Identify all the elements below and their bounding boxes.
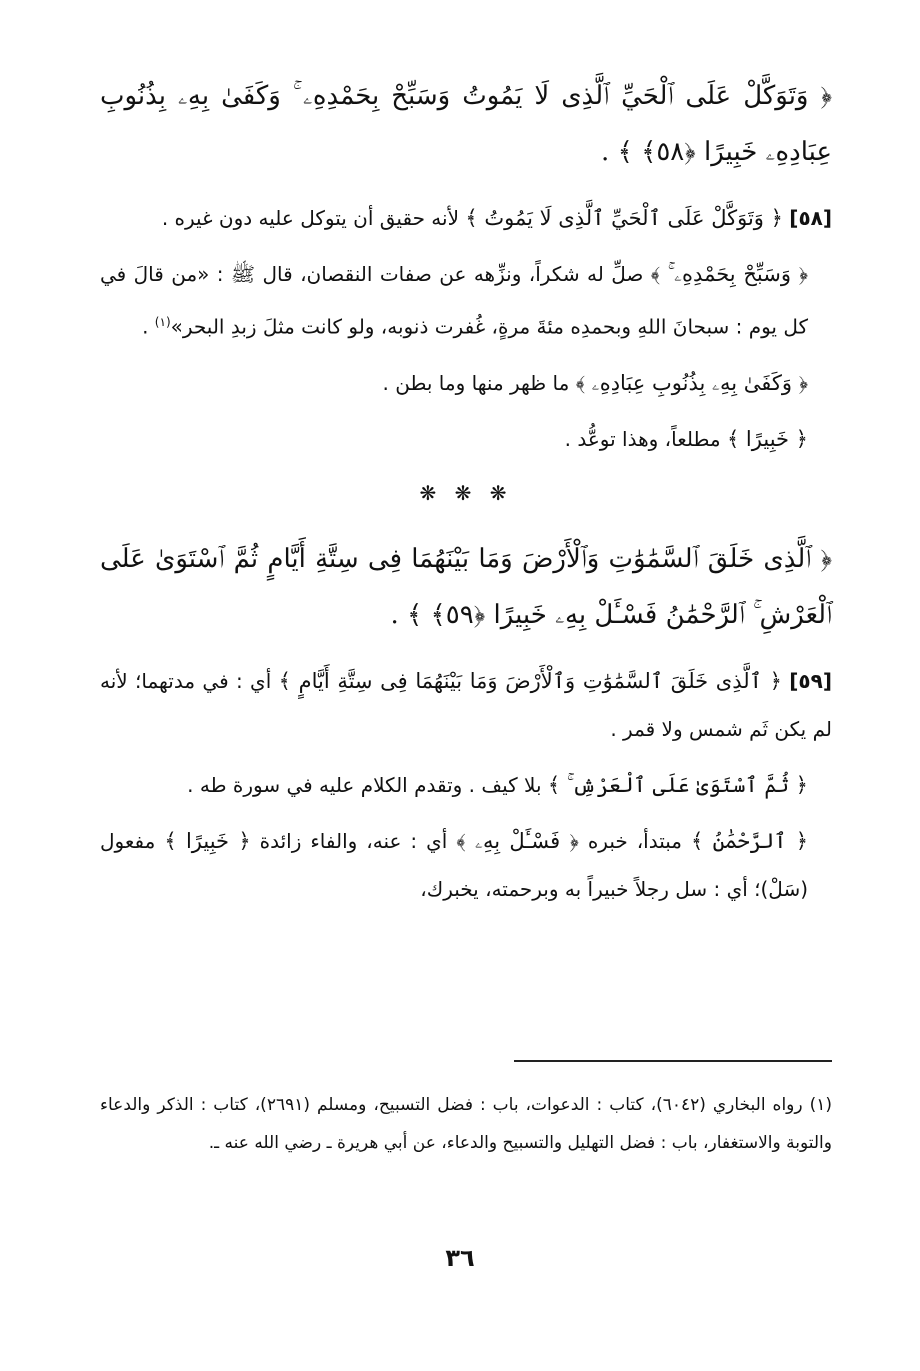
commentary-59-para-2 [100,761,832,809]
ayah-59 [100,531,832,643]
commentary-text: مفعول (سَلْ)؛ أي : سل رجلاً خبيراً به وبرحمته، يخبرك، [100,828,808,901]
ayah-59-text: ﴿ ٱلَّذِى خَلَقَ ٱلسَّمَٰوَٰتِ وَٱلْأَرْضَ وَمَا بَيْنَهُمَا فِى سِتَّةِ أَيَّامٍ ثُمَّ ٱسْتَوَىٰ عَلَى ٱلْعَرْشِ ۚ ٱلرَّحْمَٰنُ فَسْـَٔلْ بِهِۦ خَبِيرًا ﴿٥٩﴾ ﴾ . [100,543,832,630]
ayah-58-text: ﴿ وَتَوَكَّلْ عَلَى ٱلْحَيِّ ٱلَّذِى لَا يَمُوتُ وَسَبِّحْ بِحَمْدِهِۦ ۚ وَكَفَىٰ بِهِۦ بِذُنُوبِ عِبَادِهِۦ خَبِيرًا ﴿٥٨﴾ ﴾ . [100,81,832,167]
footnote-text: رواه البخاري (٦٠٤٢)، كتاب : الدعوات، باب : فضل التسبيح، ومسلم (٢٦٩١)، كتاب : الذكر والدعاء والتوبة والاستغفار، باب : فضل التهليل والتسبيح والدعاء، عن أبي هريرة ـ رضي الله عنه ـ. [100,1095,832,1153]
ayah-58 [100,68,832,180]
page-number: ٣٦ [445,1244,475,1272]
quoted-verse: ﴿ خَبِيرًا ﴾ [164,828,251,853]
section-separator: ❋ ❋ ❋ [419,480,513,505]
commentary-58-para-4 [100,415,832,463]
quoted-verse: ﴿ ثُمَّ ٱسْتَوَىٰ عَلَى ٱلْعَرْشِ ۚ ﴾ [547,772,808,797]
commentary-text: مطلعاً، وهذا توعُّد . [564,426,721,451]
footnote-separator-line [514,1060,832,1062]
footnote-number: (١) [809,1095,832,1115]
commentary-text: مبتدأ، خبره [587,828,683,853]
quoted-verse: ﴿ وَسَبِّحْ بِحَمْدِهِۦ ۚ ﴾ [650,262,808,286]
commentary-59-para-1 [100,657,832,753]
quoted-verse: ﴿ ٱلَّذِى خَلَقَ ٱلسَّمَٰوَٰتِ وَٱلْأَرْضَ وَمَا بَيْنَهُمَا فِى سِتَّةِ أَيَّامٍ ﴾ [278,668,782,693]
commentary-text: لأنه حقيق أن يتوكل عليه دون غيره . [161,206,459,230]
commentary-text: بلا كيف . وتقدم الكلام عليه في سورة طه . [187,772,542,797]
commentary-text: ما ظهر منها وما بطن . [382,370,570,395]
commentary-58-para-1 [100,194,832,242]
commentary-text: صلِّ له شكراً، ونزِّهه عن صفات النقصان، قال ﷺ : «من قالَ في كل يوم : سبحانَ اللهِ وبحمدِه مئةَ مرةٍ، غُفرت ذنوبه، ولو كانت مثلَ زبدِ البحر» [100,262,808,339]
quoted-verse: ﴿ ٱلرَّحْمَٰنُ ﴾ [691,828,809,853]
verse-number-59: [٥٩] [789,668,832,693]
verse-number-58: [٥٨] [789,206,832,230]
footnote-1 [100,1086,832,1162]
commentary-text: أي : عنه، والفاء زائدة [259,828,448,853]
footnotes [100,1086,832,1162]
quoted-verse: ﴿ خَبِيرًا ﴾ [726,426,808,451]
sentence-end: . [142,314,155,339]
commentary-text: أي : في مدتهما؛ لأنه لم يكن ثَم شمس ولا قمر . [100,668,832,741]
quoted-verse: ﴿ وَكَفَىٰ بِهِۦ بِذُنُوبِ عِبَادِهِۦ ﴾ [575,370,808,395]
commentary-59-para-3 [100,817,832,913]
commentary-58-para-3 [100,359,832,407]
footnote-reference[interactable]: (١) [154,315,171,329]
quoted-verse: ﴿ وَتَوَكَّلْ عَلَى ٱلْحَيِّ ٱلَّذِى لَا يَمُوتُ ﴾ [465,206,783,230]
quoted-verse: ﴿ فَسْـَٔلْ بِهِۦ ﴾ [456,828,579,853]
commentary-58-para-2 [100,250,832,351]
page-body [100,68,832,921]
